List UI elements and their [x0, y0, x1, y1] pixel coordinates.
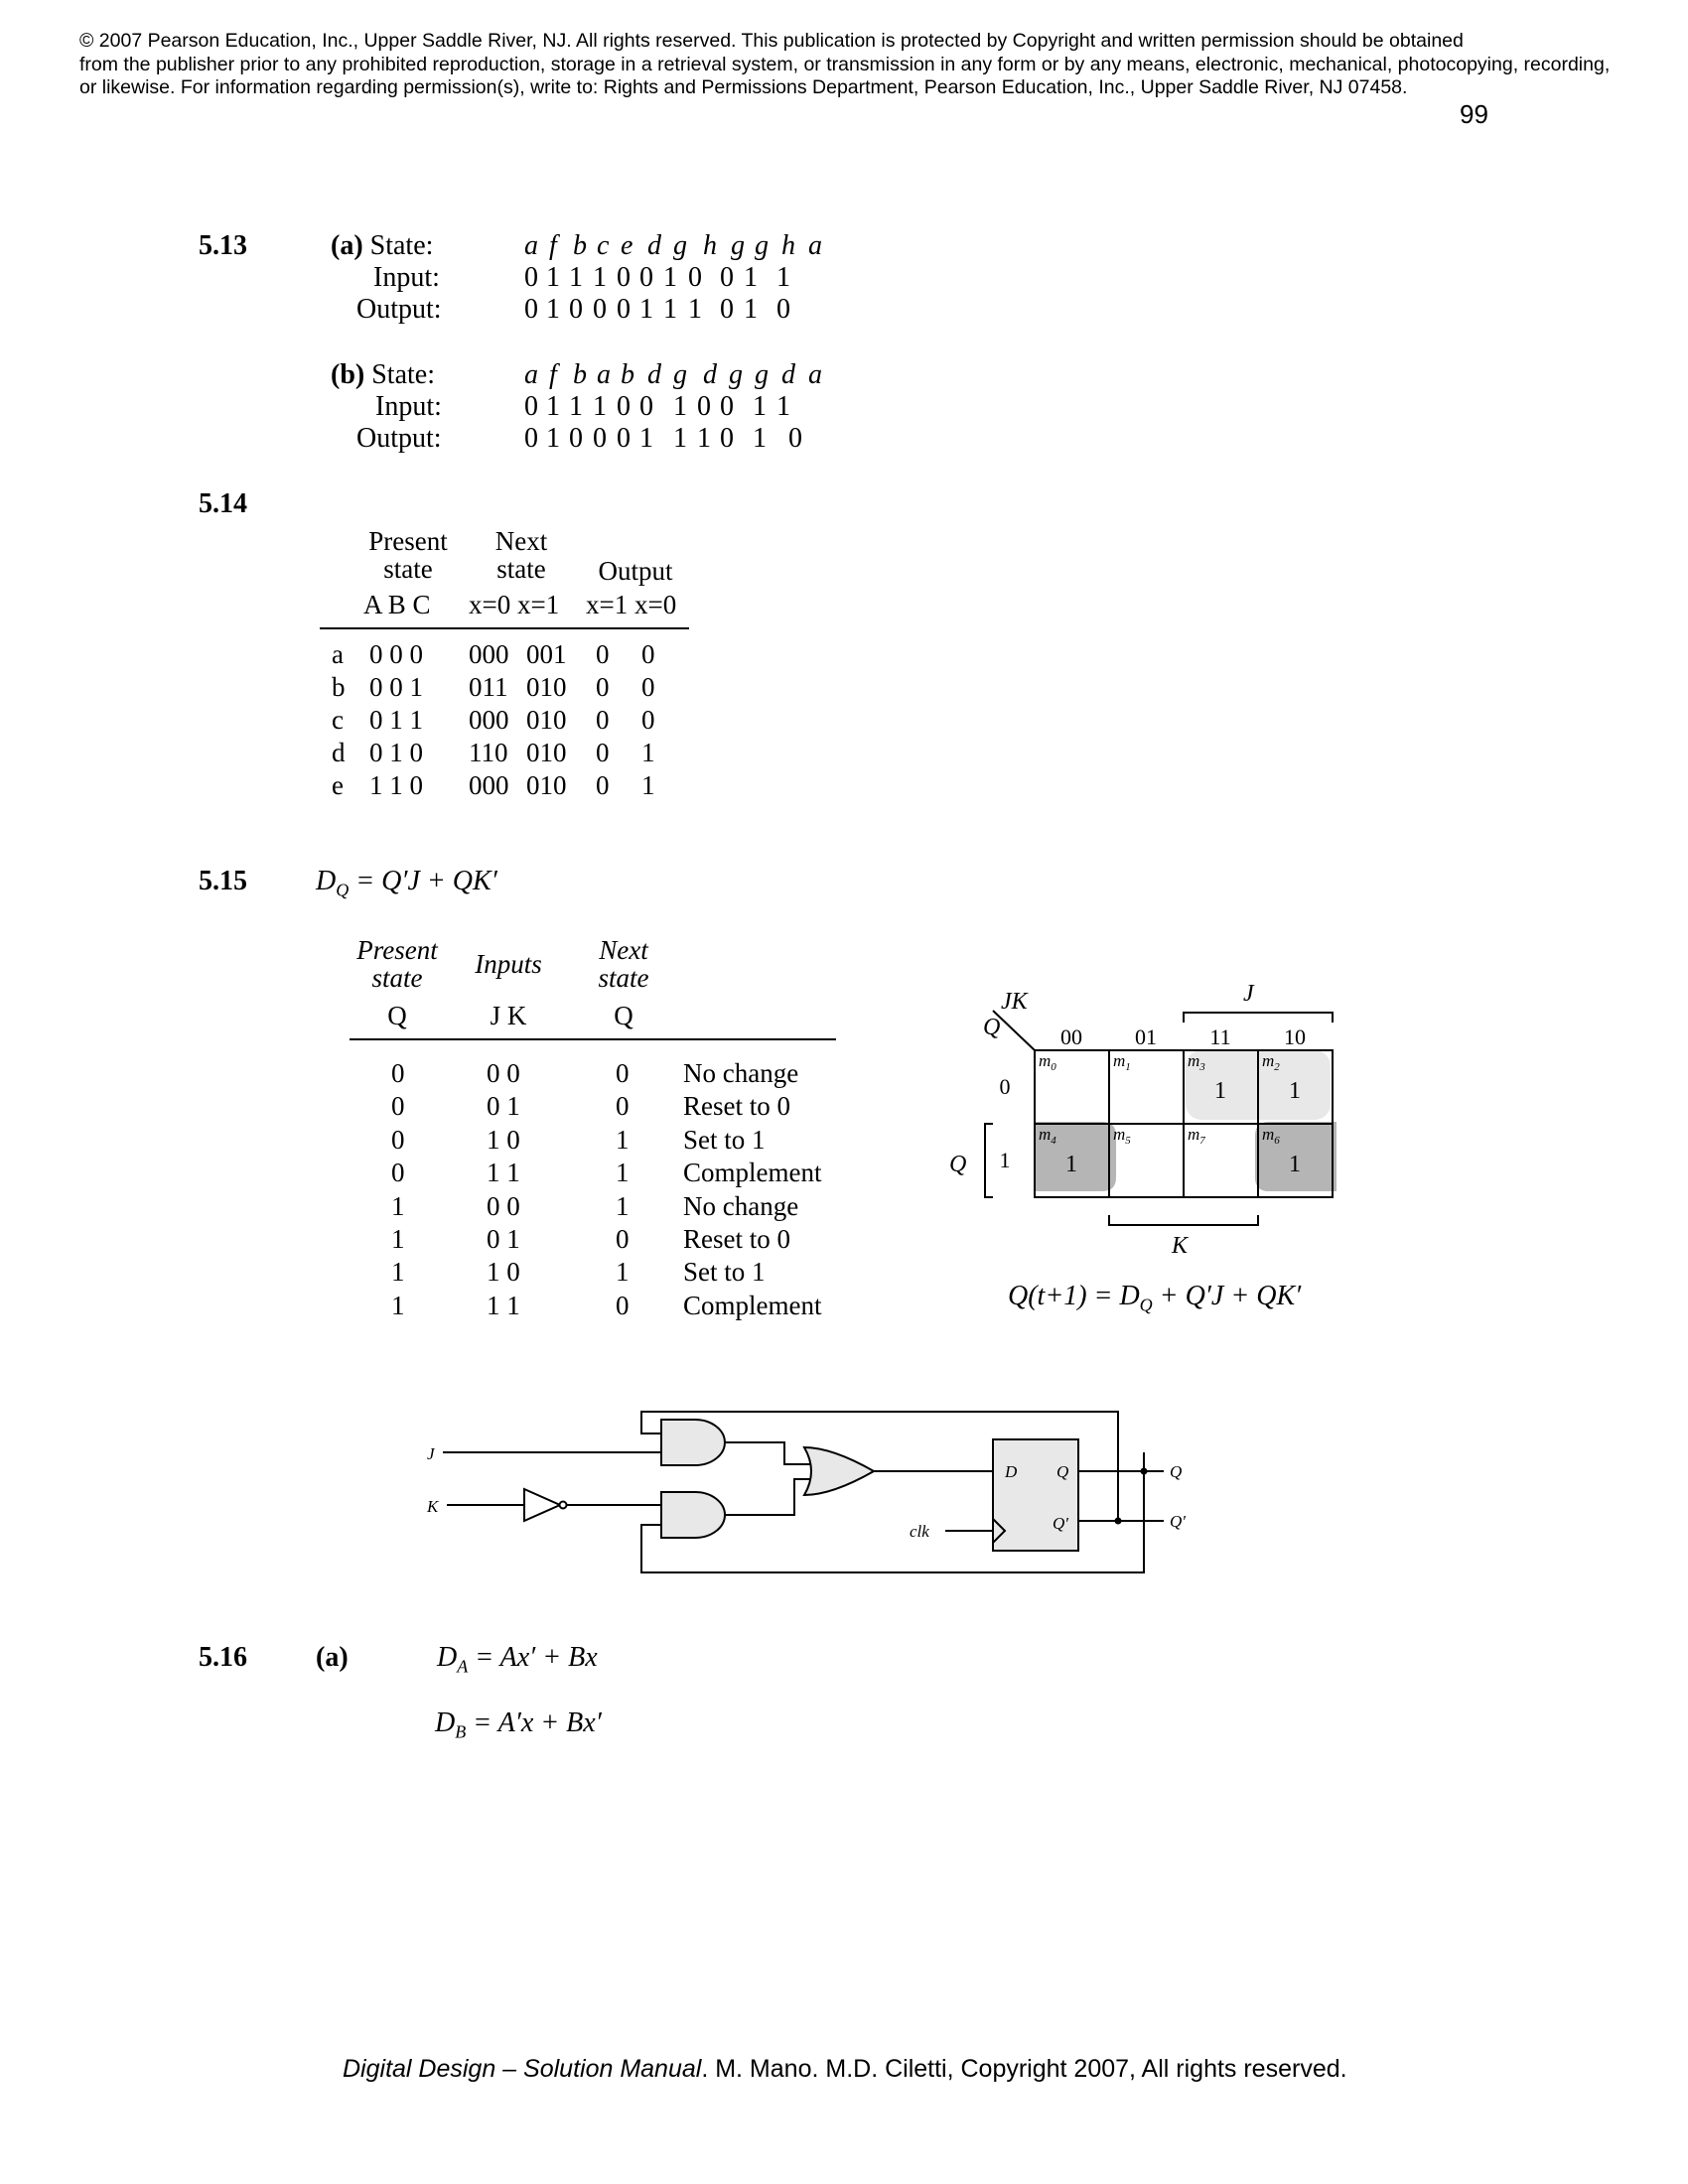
minterm-m5: $m_5$ [1113, 1125, 1131, 1147]
sequence-symbol: 1 [673, 391, 687, 422]
table-cell-qn: 1 [616, 1257, 630, 1288]
q-label: Q [949, 1152, 967, 1177]
eq-sub: B [455, 1721, 467, 1742]
eq-d: D [316, 866, 337, 896]
minterm-m0: $m_0$ [1039, 1051, 1056, 1073]
table-cell-jk: 1 0 [487, 1257, 520, 1288]
part-a-label: (a) [331, 230, 363, 261]
header-present: Present [356, 935, 438, 965]
cell-m6-value: 1 [1289, 1152, 1301, 1177]
table-cell-n1: 001 [526, 639, 567, 669]
db-equation [435, 1707, 602, 1743]
table-cell-desc: Reset to 0 [683, 1091, 790, 1122]
footer-rest: . M. Mano. M.D. Ciletti, Copyright 2007, All rights reserved. [701, 2055, 1347, 2083]
sequence-symbol: 0 [593, 294, 607, 325]
header-next-state: state [598, 963, 649, 993]
sequence-symbol: 1 [697, 423, 711, 454]
table-cell-qn: 1 [616, 1158, 630, 1188]
sequence-symbol: 1 [569, 262, 583, 293]
table-cell-n1: 010 [526, 738, 567, 767]
da-equation [437, 1642, 598, 1678]
wire-and2-or [725, 1479, 810, 1515]
sequence-symbol: 0 [617, 423, 631, 454]
problem-number-5-13: 5.13 [199, 230, 247, 261]
sequence-symbol: 0 [697, 391, 711, 422]
header-next-cols: x=0 x=1 [469, 590, 560, 619]
sequence-symbol: 0 [569, 294, 583, 325]
table-cell-jk: 0 1 [487, 1091, 520, 1122]
sequence-symbol: 1 [593, 262, 607, 293]
junction-dot [1115, 1518, 1122, 1525]
logic-gates [524, 1420, 1078, 1551]
header-output: Output [598, 556, 673, 586]
table-cell-label: a [332, 639, 344, 669]
table-cell-q: 1 [391, 1290, 405, 1320]
table-cell-desc: Complement [683, 1158, 822, 1188]
sequence-symbol: 0 [617, 294, 631, 325]
table-cell-n1: 010 [526, 770, 567, 800]
sequence-symbol: a [524, 230, 538, 261]
sequence-symbol: 1 [753, 391, 767, 422]
part-b-block [331, 359, 435, 391]
sequence-symbol: 1 [744, 262, 758, 293]
eq-sub: A [457, 1656, 469, 1677]
table-cell-label: c [332, 705, 344, 735]
minterm-m7: $m_7$ [1188, 1125, 1205, 1147]
k-label: K [1172, 1233, 1189, 1259]
sequence-symbol: 0 [524, 391, 538, 422]
sequence-symbol: a [524, 359, 538, 390]
eq-rest: = Q′J + QK′ [349, 866, 497, 896]
sequence-symbol: g [755, 359, 769, 390]
minterm-m1: $m_1$ [1113, 1051, 1131, 1073]
copyright-notice [79, 30, 1610, 100]
table-cell-jk: 0 1 [487, 1224, 520, 1254]
row-var-q: Q [983, 1015, 1001, 1040]
sequence-symbol: 0 [776, 294, 790, 325]
sequence-symbol: 1 [639, 423, 653, 454]
table-cell-n0: 000 [469, 705, 509, 735]
footer [343, 2055, 1347, 2084]
copyright-line: © 2007 Pearson Education, Inc., Upper Saddle River, NJ. All rights reserved. This publication is protected by Copyright and written permission should be obtained [79, 30, 1464, 52]
table-cell-n0: 000 [469, 770, 509, 800]
sequence-symbol: f [549, 359, 557, 390]
sequence-symbol: 1 [546, 423, 560, 454]
eq-sub: Q [336, 880, 350, 900]
table-cell-o1: 0 [596, 738, 610, 767]
label-qbar-out: Q′ [1170, 1512, 1186, 1531]
table-cell-jk: 0 0 [487, 1190, 520, 1221]
col-var-jk: JK [1001, 989, 1028, 1015]
sequence-symbol: a [808, 230, 822, 261]
cell-m2-value: 1 [1289, 1078, 1301, 1104]
table-cell-n0: 011 [469, 672, 508, 702]
label-qbar-inner: Q′ [1053, 1514, 1068, 1533]
label-k: K [427, 1497, 439, 1516]
page-number: 99 [1460, 99, 1488, 129]
part-a-label: (a) [316, 1642, 349, 1673]
table-cell-o0: 0 [641, 705, 655, 735]
sequence-symbol: d [781, 359, 795, 390]
state-label: State: [369, 230, 434, 261]
table-cell-n1: 010 [526, 705, 567, 735]
table-cell-o1: 0 [596, 770, 610, 800]
input-label: Input: [375, 391, 442, 422]
col-label-10: 10 [1284, 1024, 1306, 1049]
minterm-m6: $m_6$ [1262, 1125, 1280, 1147]
cell-m4-value: 1 [1065, 1152, 1077, 1177]
table-cell-qn: 0 [616, 1058, 630, 1088]
sequence-symbol: 1 [569, 391, 583, 422]
row-label-0: 0 [999, 1074, 1011, 1099]
eq-lhs: Q(t+1) = D [1008, 1281, 1140, 1311]
table-cell-q: 0 [391, 1124, 405, 1155]
table-cell-abc: 1 1 0 [369, 770, 423, 800]
header-qn: Q [614, 1001, 633, 1030]
table-cell-qn: 1 [616, 1190, 630, 1221]
sequence-symbol: c [597, 230, 610, 261]
table-cell-q: 0 [391, 1158, 405, 1188]
table-cell-label: b [332, 672, 346, 702]
sequence-symbol: 0 [569, 423, 583, 454]
sequence-symbol: 1 [776, 262, 790, 293]
inverter [524, 1489, 560, 1521]
sequence-symbol: 0 [688, 262, 702, 293]
sequence-symbol: 0 [720, 391, 734, 422]
and-gate-2 [661, 1492, 725, 1538]
q-bracket [985, 1124, 993, 1197]
sequence-symbol: 1 [546, 262, 560, 293]
sequence-symbol: a [597, 359, 611, 390]
sequence-symbol: h [703, 230, 717, 261]
sequence-symbol: 0 [639, 262, 653, 293]
minterm-m3: $m_3$ [1188, 1051, 1205, 1073]
table-cell-qn: 0 [616, 1091, 630, 1122]
sequence-symbol: g [755, 230, 769, 261]
table-cell-desc: Set to 1 [683, 1124, 766, 1155]
sequence-symbol: a [808, 359, 822, 390]
row-label-1: 1 [999, 1148, 1011, 1172]
d-flip-flop [993, 1439, 1078, 1551]
sequence-symbol: 0 [788, 423, 802, 454]
inverter-bubble [560, 1502, 567, 1509]
sequence-symbol: g [729, 359, 743, 390]
col-label-11: 11 [1209, 1024, 1231, 1049]
sequence-symbol: 0 [617, 391, 631, 422]
sequence-symbol: 1 [639, 294, 653, 325]
sequence-symbol: g [731, 230, 745, 261]
sequence-symbol: f [549, 230, 557, 261]
copyright-line: or likewise. For information regarding permission(s), write to: Rights and Permissions Department, Pearson Education, Inc., Upper Saddle River, NJ 07458. [79, 76, 1408, 98]
state-label: State: [371, 359, 435, 390]
sequence-symbol: 1 [753, 423, 767, 454]
table-cell-qn: 0 [616, 1224, 630, 1254]
table-cell-jk: 0 0 [487, 1058, 520, 1088]
header-inputs: Inputs [475, 949, 542, 979]
sequence-symbol: e [621, 230, 633, 261]
wire-and1-or [725, 1442, 810, 1464]
junction-dot [1141, 1468, 1148, 1475]
table-cell-qn: 1 [616, 1124, 630, 1155]
k-bracket [1109, 1215, 1258, 1225]
part-b-label: (b) [331, 359, 365, 390]
header-q: Q [387, 1001, 407, 1030]
table-cell-o0: 1 [641, 738, 655, 767]
label-d: D [1005, 1462, 1018, 1481]
output-label: Output: [356, 423, 442, 454]
table-cell-abc: 0 1 1 [369, 705, 423, 735]
circuit-diagram [417, 1390, 1201, 1588]
sequence-symbol: 1 [663, 262, 677, 293]
part-a-block [331, 230, 433, 262]
eq-d: D [435, 1707, 456, 1738]
table-cell-q: 1 [391, 1224, 405, 1254]
table-cell-o1: 0 [596, 672, 610, 702]
table-cell-jk: 1 0 [487, 1124, 520, 1155]
table-cell-q: 1 [391, 1257, 405, 1288]
table-cell-q: 0 [391, 1091, 405, 1122]
or-gate [804, 1447, 874, 1495]
sequence-symbol: g [673, 359, 687, 390]
table-cell-qn: 0 [616, 1290, 630, 1320]
sequence-symbol: 0 [524, 294, 538, 325]
eq-rhs: + Q′J + QK′ [1152, 1281, 1302, 1311]
label-clk: clk [910, 1522, 929, 1541]
sequence-symbol: 1 [673, 423, 687, 454]
sequence-symbol: 1 [688, 294, 702, 325]
problem-number-5-14: 5.14 [199, 488, 247, 519]
sequence-symbol: 0 [524, 423, 538, 454]
table-cell-o1: 0 [596, 639, 610, 669]
footer-title: Digital Design – Solution Manual [343, 2055, 702, 2083]
sequence-symbol: 0 [639, 391, 653, 422]
table-cell-desc: No change [683, 1190, 799, 1221]
cell-m3-value: 1 [1214, 1078, 1226, 1104]
table-cell-label: e [332, 770, 344, 800]
sequence-symbol: 1 [546, 391, 560, 422]
sequence-symbol: 1 [776, 391, 790, 422]
and-gate-1 [661, 1420, 725, 1465]
eq-sub: Q [1139, 1295, 1153, 1315]
eq-rest: = Ax′ + Bx [468, 1642, 598, 1673]
sequence-symbol: 1 [546, 294, 560, 325]
sequence-symbol: 0 [524, 262, 538, 293]
sequence-symbol: g [673, 230, 687, 261]
header-next: Next [599, 935, 648, 965]
table-cell-o1: 0 [596, 705, 610, 735]
sequence-symbol: b [621, 359, 634, 390]
sequence-symbol: b [573, 359, 587, 390]
sequence-symbol: 1 [593, 391, 607, 422]
karnaugh-map [923, 963, 1340, 1320]
label-q-inner: Q [1056, 1462, 1069, 1481]
sequence-symbol: b [573, 230, 587, 261]
table-cell-jk: 1 1 [487, 1290, 520, 1320]
j-bracket [1184, 1013, 1333, 1023]
dq-equation [316, 866, 497, 901]
header-present-state: state [383, 554, 433, 584]
table-cell-n0: 000 [469, 639, 509, 669]
header-abc: A B C [363, 590, 431, 619]
table-rule [320, 627, 689, 629]
sequence-symbol: 0 [720, 294, 734, 325]
col-label-01: 01 [1135, 1024, 1157, 1049]
table-cell-n1: 010 [526, 672, 567, 702]
sequence-symbol: d [647, 230, 661, 261]
next-state-equation [1008, 1281, 1301, 1316]
table-rule [350, 1038, 836, 1040]
header-jk: J K [490, 1001, 527, 1030]
table-cell-abc: 0 0 1 [369, 672, 423, 702]
table-cell-jk: 1 1 [487, 1158, 520, 1188]
table-cell-desc: Complement [683, 1290, 822, 1320]
sequence-symbol: 1 [663, 294, 677, 325]
sequence-symbol: 1 [744, 294, 758, 325]
eq-rest: = A′x + Bx′ [466, 1707, 602, 1738]
input-label: Input: [373, 262, 440, 293]
copyright-line: from the publisher prior to any prohibited reproduction, storage in a retrieval system, or transmission in any form or by any means, electronic, mechanical, photocopying, recording, [79, 53, 1611, 75]
header-next-state: state [496, 554, 546, 584]
table-cell-abc: 0 1 0 [369, 738, 423, 767]
header-present-state: state [371, 963, 423, 993]
sequence-symbol: d [647, 359, 661, 390]
table-cell-desc: Reset to 0 [683, 1224, 790, 1254]
sequence-symbol: d [703, 359, 717, 390]
problem-number-5-15: 5.15 [199, 866, 247, 896]
header-next: Next [494, 526, 548, 556]
eq-d: D [437, 1642, 458, 1673]
col-label-00: 00 [1060, 1024, 1082, 1049]
sequence-symbol: 0 [593, 423, 607, 454]
j-label: J [1243, 981, 1254, 1007]
header-out-cols: x=1 x=0 [586, 590, 677, 619]
table-cell-label: d [332, 738, 346, 767]
table-cell-desc: No change [683, 1058, 799, 1088]
table-cell-n0: 110 [469, 738, 508, 767]
sequence-symbol: h [781, 230, 795, 261]
sequence-symbol: 0 [720, 262, 734, 293]
table-cell-abc: 0 0 0 [369, 639, 423, 669]
problem-number-5-16: 5.16 [199, 1642, 247, 1673]
sequence-symbol: 0 [617, 262, 631, 293]
label-q-out: Q [1170, 1462, 1183, 1481]
table-cell-q: 1 [391, 1190, 405, 1221]
minterm-m4: $m_4$ [1039, 1125, 1056, 1147]
sequence-symbol: 0 [720, 423, 734, 454]
minterm-m2: $m_2$ [1262, 1051, 1280, 1073]
table-cell-o0: 0 [641, 639, 655, 669]
header-present: Present [368, 526, 448, 556]
output-label: Output: [356, 294, 442, 325]
table-cell-q: 0 [391, 1058, 405, 1088]
table-cell-o0: 1 [641, 770, 655, 800]
label-j: J [427, 1444, 435, 1463]
table-cell-desc: Set to 1 [683, 1257, 766, 1288]
table-cell-o0: 0 [641, 672, 655, 702]
